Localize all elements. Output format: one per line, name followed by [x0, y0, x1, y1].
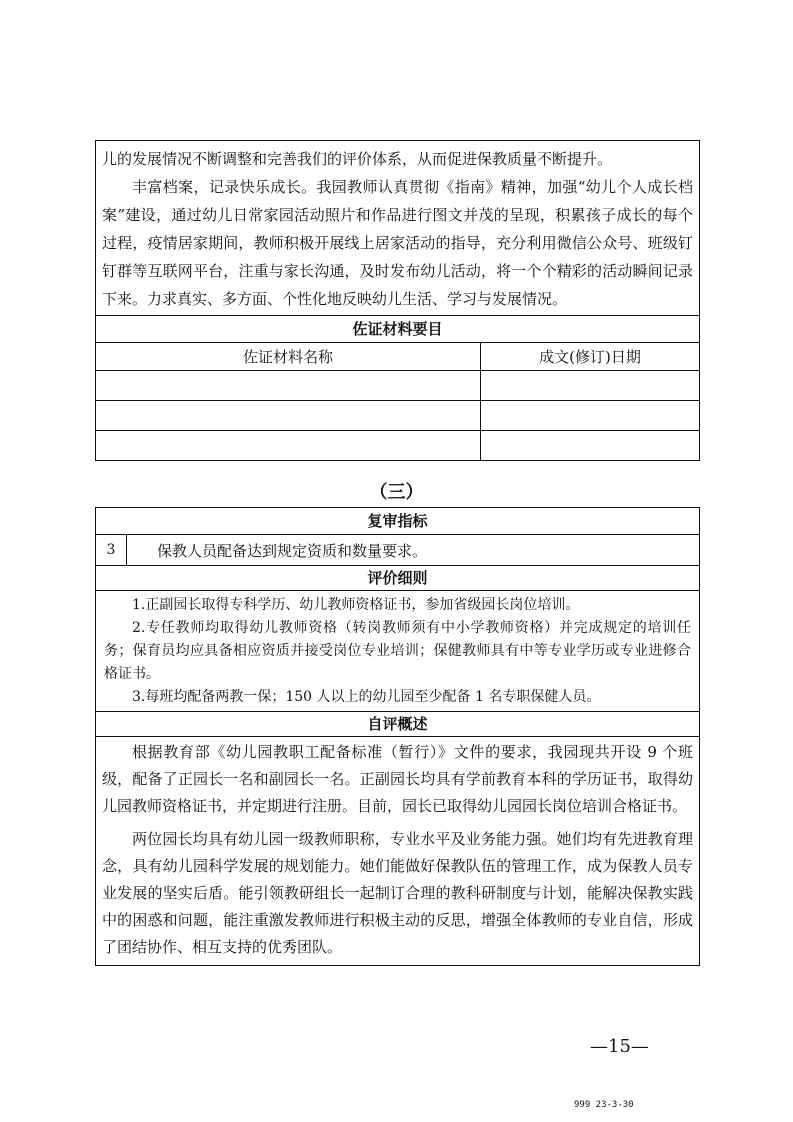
section-title: （三）	[369, 482, 424, 503]
footer-code: 999 23-3-30	[574, 1100, 634, 1110]
rule-item: 3.每班均配备两教一保；150 人以上的幼儿园至少配备 1 名专职保健人员。	[132, 689, 601, 705]
paragraph-archive: 丰富档案，记录快乐成长。我园教师认真贯彻《指南》精神，加强“幼儿个人成长档案”建设，通过幼儿日常家园活动照片和作品进行图文并茂的呈现，积累孩子成长的每个过程，疫情居家期间，教师积极开展线上居家活动的指导，充分利用微信公众号、班级钉钉群等互联网平台，注重与家长沟通，及时发布幼儿活动，将一个个精彩的活动瞬间记录下来。力求真实、多方面、个性化地反映幼儿生活、学习与发展情况。	[102, 178, 693, 308]
cell-date	[481, 431, 699, 460]
cell-date	[481, 371, 699, 400]
rules-list	[96, 591, 699, 712]
cell-name	[96, 431, 481, 460]
review-header: 复审指标	[96, 508, 699, 535]
section-three-box	[95, 507, 700, 966]
self-eval-header: 自评概述	[96, 712, 699, 737]
cell-name	[96, 371, 481, 400]
self-eval-body	[96, 737, 699, 965]
evidence-table-head	[96, 343, 699, 371]
paragraph-evaluation-cont: 儿的发展情况不断调整和完善我们的评价体系，从而促进保教质量不断提升。	[102, 150, 613, 168]
self-eval-paragraph: 根据教育部《幼儿园教职工配备标准（暂行）》文件的要求，我园现共开设 9 个班级，配备了正园长一名和副园长一名。正副园长均具有学前教育本科的学历证书，取得幼儿园教师资格证书，并定期进行注册。目前，园长已取得幼儿园园长岗位培训合格证书。	[102, 743, 693, 815]
review-text: 保教人员配备达到规定资质和数量要求。	[157, 541, 428, 560]
evidence-header: 佐证材料要目	[96, 315, 699, 343]
self-eval-paragraph: 两位园长均具有幼儿园一级教师职称，专业水平及业务能力强。她们均有先进教育理念，具有幼儿园科学发展的规划能力。她们能做好保教队伍的管理工作，成为保教人员专业发展的坚实后盾。能引领教研组长一起制订合理的教科研制度与计划，能解决保教实践中的困惑和问题，能注重激发教师进行积极主动的反思，增强全体教师的专业自信，形成了团结协作、相互支持的优秀团队。	[102, 830, 693, 956]
top-section-box	[95, 140, 700, 461]
table-row	[96, 401, 699, 431]
col-date-header: 成文(修订)日期	[539, 348, 641, 366]
cell-name	[96, 401, 481, 430]
evidence-table	[96, 343, 699, 460]
table-row	[96, 431, 699, 460]
rule-item: 2.专任教师均取得幼儿教师资格（转岗教师须有中小学教师资格）并完成规定的培训任务；保育员均应具备相应资质并接受岗位专业培训；保健教师具有中等专业学历或专业进修合格证书。	[104, 620, 691, 682]
review-row	[96, 535, 699, 566]
rules-header: 评价细则	[96, 566, 699, 591]
rule-item: 1.正副园长取得专科学历、幼儿教师资格证书，参加省级园长岗位培训。	[132, 597, 580, 613]
page-number: —15—	[590, 1036, 649, 1057]
cell-date	[481, 401, 699, 430]
col-name-header: 佐证材料名称	[96, 343, 481, 370]
review-number: 3	[96, 535, 127, 565]
table-row	[96, 371, 699, 401]
